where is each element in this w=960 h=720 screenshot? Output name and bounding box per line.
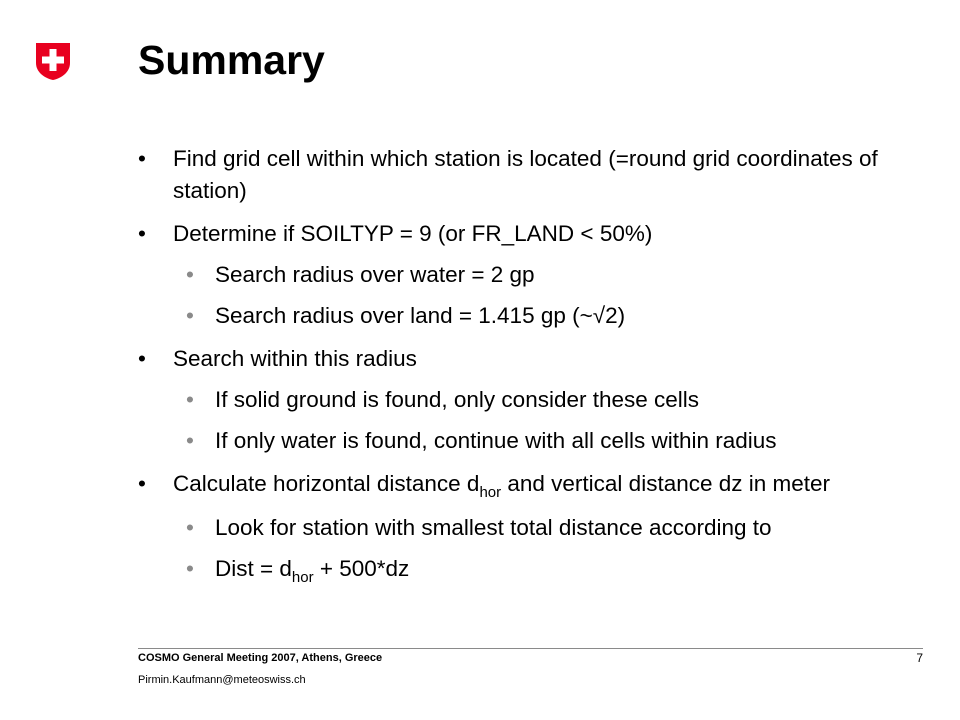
bullet-text-pre: Calculate horizontal distance d [173, 471, 480, 496]
bullet-list [138, 143, 928, 588]
bullet-icon: • [138, 146, 146, 171]
bullet-item [138, 143, 928, 207]
bullet-text: If only water is found, continue with all cells within radius [215, 428, 777, 453]
formula-text-post: + 500*dz [313, 556, 410, 581]
bullet-text: Search radius over land = 1.415 gp (~√2) [215, 303, 626, 328]
footer-email: Pirmin.Kaufmann@meteoswiss.ch [138, 674, 306, 686]
sub-bullet-icon: • [186, 303, 194, 328]
subscript: hor [291, 569, 314, 586]
bullet-icon: • [138, 221, 146, 246]
sub-bullet-icon: • [186, 387, 194, 412]
bullet-text: Search radius over water = 2 gp [215, 262, 535, 287]
subscript: hor [479, 484, 502, 501]
sub-bullet-icon: • [186, 556, 194, 581]
bullet-icon: • [138, 471, 146, 496]
formula-text-pre: Dist = d [215, 556, 292, 581]
sub-bullet-icon: • [186, 428, 194, 453]
sub-bullet-item [138, 425, 928, 457]
footer-divider [138, 648, 923, 649]
swiss-shield-icon [33, 41, 73, 81]
bullet-text: Determine if SOILTYP = 9 (or FR_LAND < 50%) [173, 221, 653, 246]
page-number: 7 [916, 651, 923, 665]
sub-bullet-item [138, 384, 928, 416]
sub-bullet-item [138, 300, 928, 332]
sub-bullet-icon: • [186, 262, 194, 287]
bullet-text: Find grid cell within which station is located (=round grid coordinates of station) [173, 146, 878, 203]
bullet-item [138, 343, 928, 375]
sub-bullet-item [138, 259, 928, 291]
bullet-text: If solid ground is found, only consider these cells [215, 387, 700, 412]
bullet-text: Look for station with smallest total distance according to [215, 515, 772, 540]
bullet-icon: • [138, 346, 146, 371]
sub-bullet-item [138, 512, 928, 544]
bullet-text: Search within this radius [173, 346, 417, 371]
page-title: Summary [138, 37, 325, 83]
bullet-item [138, 218, 928, 250]
bullet-text-post: and vertical distance dz in meter [501, 471, 831, 496]
sub-bullet-icon: • [186, 515, 194, 540]
sub-bullet-item [138, 553, 928, 588]
bullet-item [138, 468, 928, 503]
footer-event: COSMO General Meeting 2007, Athens, Greece [138, 652, 383, 664]
